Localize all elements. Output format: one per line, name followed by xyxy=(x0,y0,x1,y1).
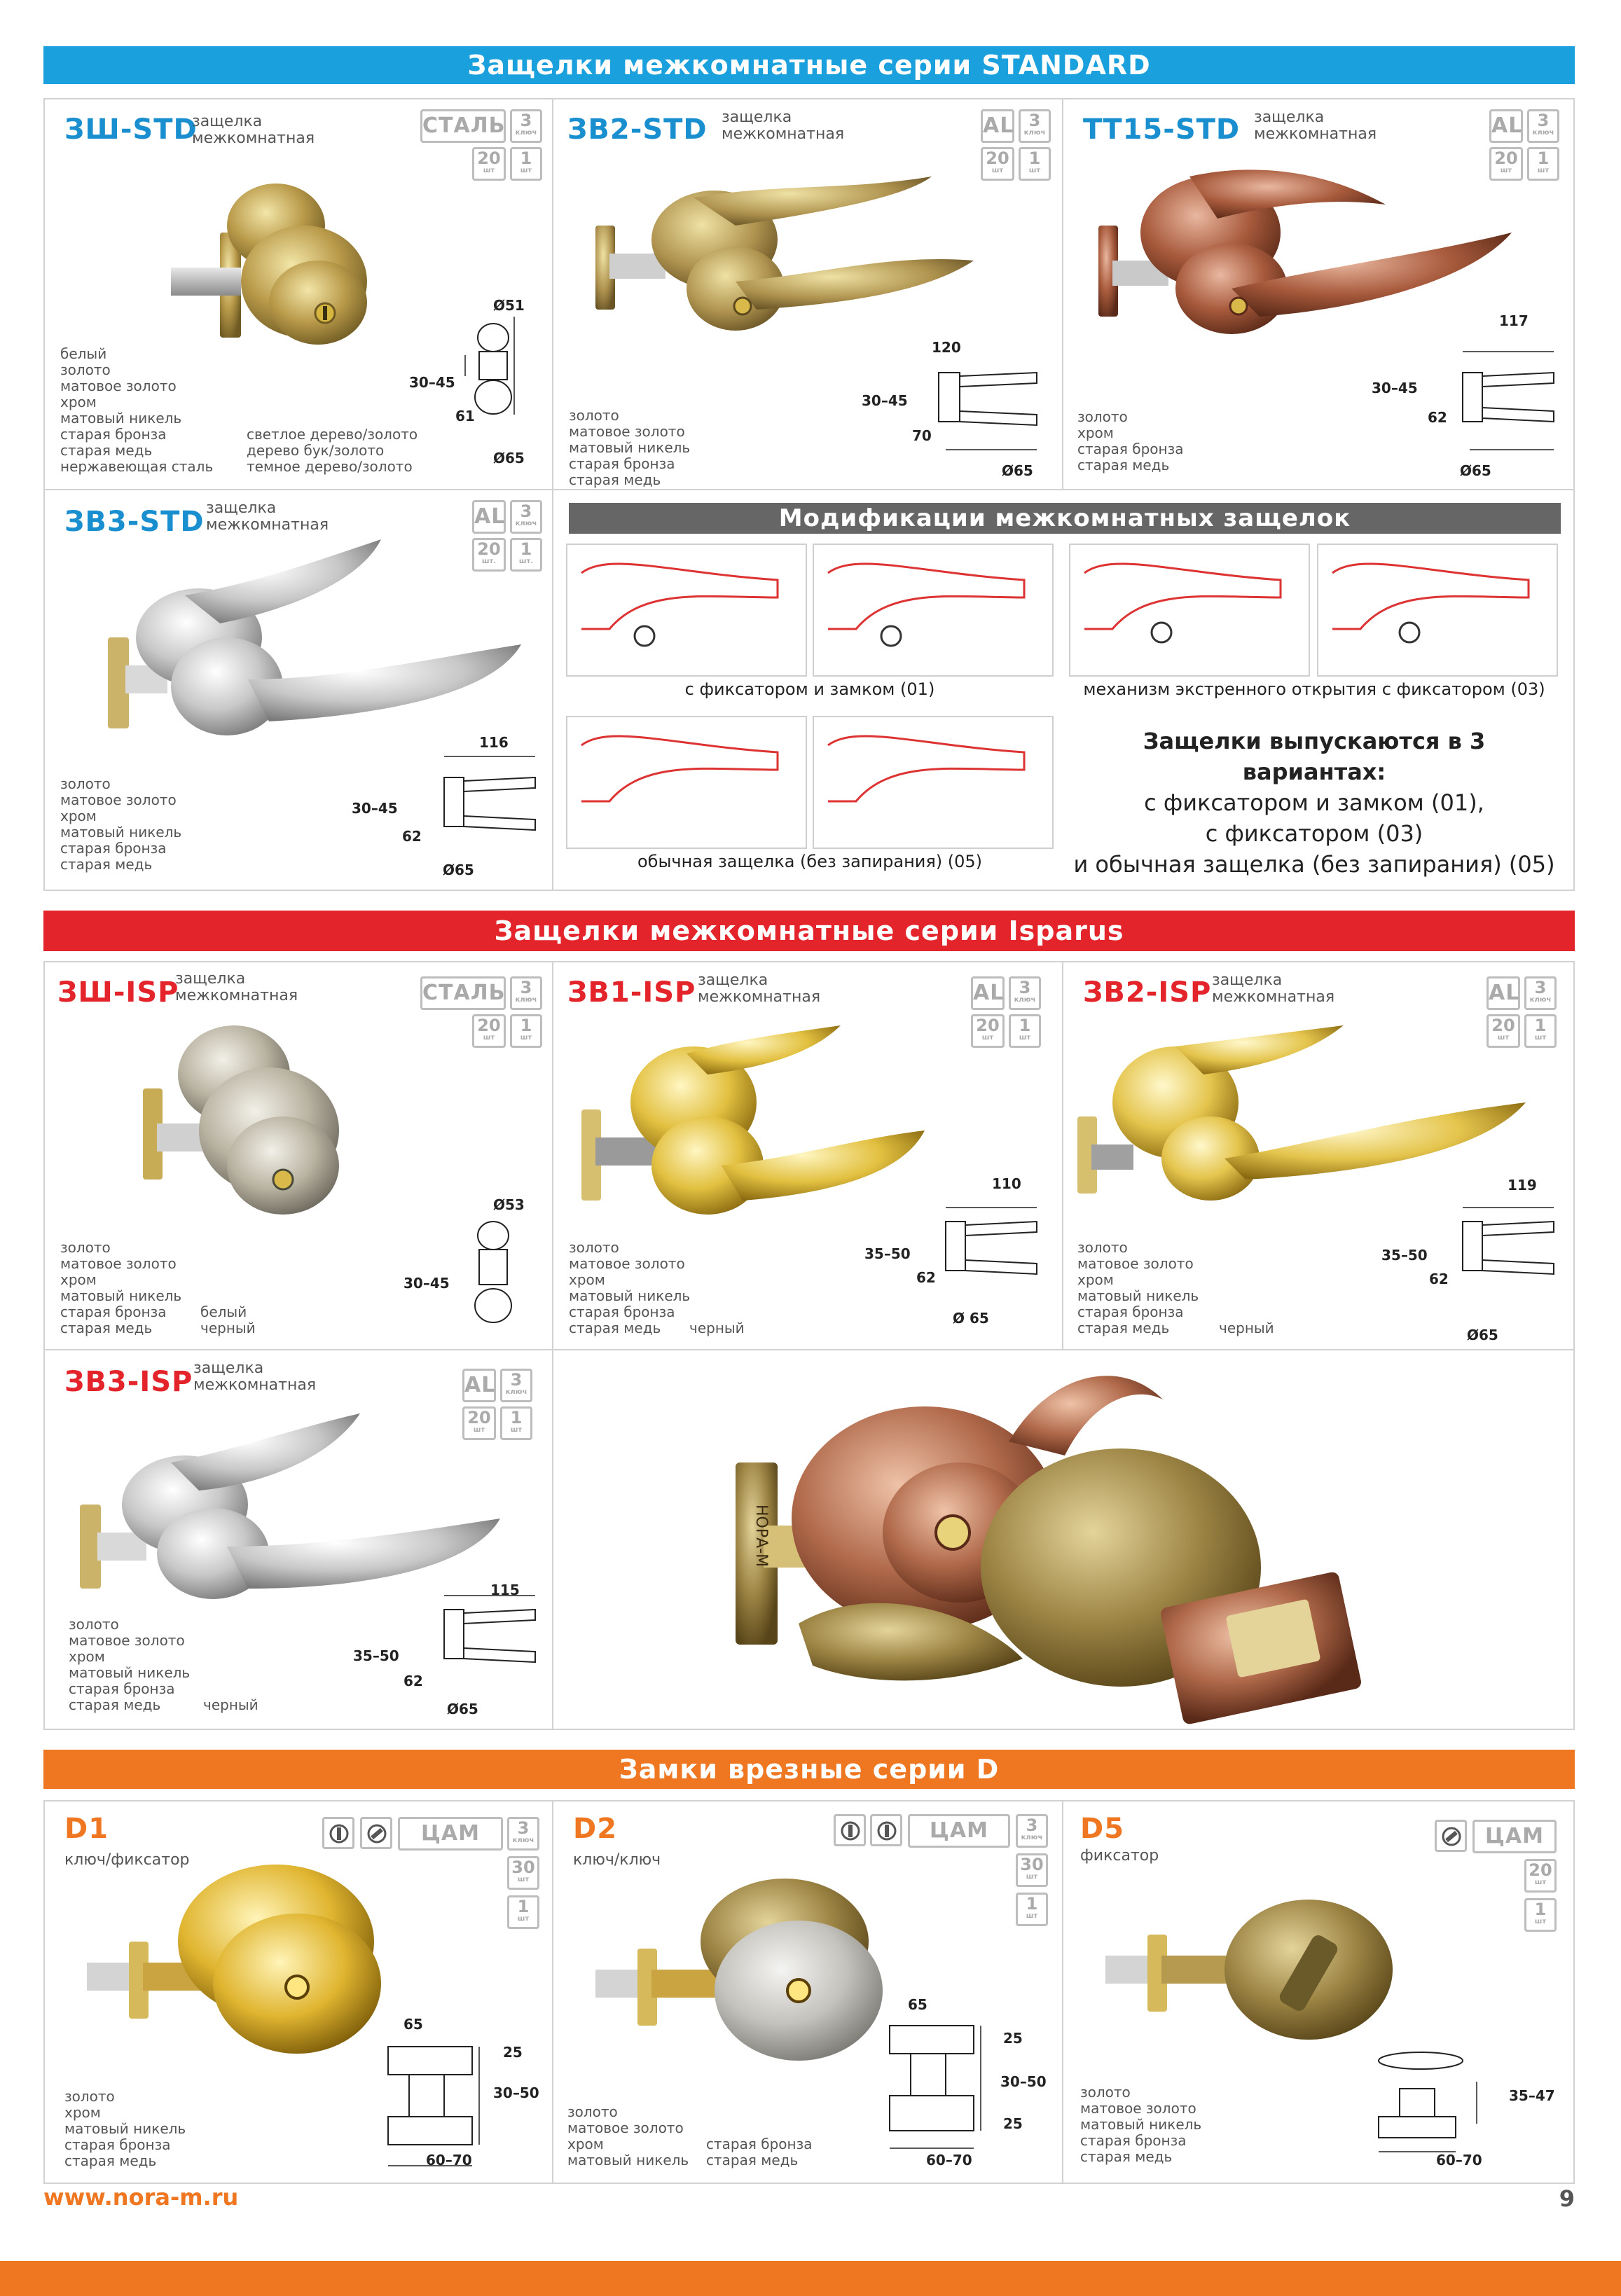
section-isparus-banner: Защелки межкомнатные серии Isparus xyxy=(43,911,1575,951)
pack-qty-badge: 1 шт xyxy=(1019,147,1051,181)
dim-thickness: 30–45 xyxy=(1372,380,1418,396)
mod-diagram-01-a xyxy=(566,544,807,677)
deadbolt-image xyxy=(87,1865,395,2068)
product-code: D2 xyxy=(573,1813,618,1845)
pack-qty-badge: 1 шт xyxy=(507,1895,539,1929)
page-number: 9 xyxy=(1559,2185,1575,2212)
box-qty-badge: 20 шт xyxy=(1489,147,1523,181)
finish-list-extra: черный xyxy=(689,1320,745,1336)
key-lock-icon xyxy=(322,1817,354,1849)
pack-qty-badge: 1 шт xyxy=(1009,1014,1041,1048)
material-badge: AL xyxy=(462,1369,496,1402)
dimension-drawing xyxy=(925,352,1051,464)
dim-diameter: Ø65 xyxy=(1460,462,1491,479)
pack-qty-badge: 1 шт xyxy=(500,1406,532,1440)
keys-badge: 3 ключ xyxy=(507,1817,539,1851)
dim-height: 62 xyxy=(1428,409,1447,426)
mod-diagram-05-b xyxy=(813,716,1054,849)
product-panel-tt15-std[interactable] xyxy=(1062,98,1575,490)
dim-length: 120 xyxy=(932,339,961,356)
section-d-banner: Замки врезные серии D xyxy=(43,1750,1575,1789)
dim-bottom: 25 xyxy=(1003,2115,1023,2132)
dim-diameter-bottom: Ø65 xyxy=(493,450,525,466)
product-panel-d2[interactable] xyxy=(552,1800,1063,2184)
product-panel-zv1-isp[interactable] xyxy=(552,961,1063,1350)
material-badge: AL xyxy=(1489,109,1523,143)
dim-diameter-top: Ø53 xyxy=(493,1196,525,1213)
material-badge: ЦАМ xyxy=(1472,1820,1557,1853)
finish-list: золото матовое золото хром матовый никель старая бронза старая медь xyxy=(69,1616,191,1713)
material-badge: ЦАМ xyxy=(398,1817,503,1851)
finish-list-extra: черный xyxy=(203,1696,258,1713)
dim-diameter: Ø65 xyxy=(443,862,474,878)
pack-qty-badge: 1 шт xyxy=(510,1014,542,1048)
finish-list: золото матовое золото матовый никель старая бронза старая медь xyxy=(1080,2084,1202,2165)
product-panel-zsh-isp[interactable] xyxy=(43,961,553,1350)
thumbturn-icon xyxy=(360,1817,392,1849)
keys-badge: 3 ключ xyxy=(500,1369,532,1402)
keys-badge: 3 ключ xyxy=(510,109,542,143)
product-panel-zv3-std[interactable] xyxy=(43,489,553,891)
product-panel-zv3-isp[interactable] xyxy=(43,1349,553,1730)
product-code: ЗШ-ISP xyxy=(57,976,179,1009)
finish-list: золото хром матовый никель старая бронза старая медь xyxy=(64,2088,186,2169)
lever-lock-image xyxy=(581,1025,932,1236)
dim-diameter-top: Ø51 xyxy=(493,297,525,314)
mod-diagram-03-a xyxy=(1069,544,1310,677)
dimension-drawing xyxy=(1372,2047,1512,2159)
box-qty-badge: 20 шт xyxy=(1487,1014,1520,1048)
dim-width: 65 xyxy=(908,1996,927,2013)
knob-lock-image xyxy=(143,1018,423,1229)
product-subtitle: ключ/фиксатор xyxy=(64,1851,190,1869)
dim-length: 117 xyxy=(1499,312,1529,329)
dim-backset: 60–70 xyxy=(426,2152,472,2169)
dimension-drawing xyxy=(437,749,549,869)
dim-height: 62 xyxy=(916,1269,936,1286)
dimension-drawing xyxy=(1456,1194,1568,1334)
bottom-color-bar xyxy=(0,2261,1621,2296)
dim-width: 65 xyxy=(403,2016,423,2033)
dim-diameter: Ø65 xyxy=(1002,462,1033,479)
product-subtitle: защелка межкомнатная xyxy=(175,970,298,1004)
dim-height: 61 xyxy=(455,408,475,424)
product-panel-d1[interactable] xyxy=(43,1800,553,2184)
product-code: ЗВ2-ISP xyxy=(1083,976,1212,1009)
product-panel-zsh-std[interactable] xyxy=(43,98,553,490)
keys-badge: 3 ключ xyxy=(1527,109,1559,143)
mod-caption-03: механизм экстренного открытия с фиксатором (03) xyxy=(1083,679,1545,699)
dim-thickness: 35–50 xyxy=(1381,1247,1428,1264)
product-code: D1 xyxy=(64,1813,109,1845)
deadbolt-image xyxy=(595,1879,904,2082)
box-qty-badge: 20 шт xyxy=(472,147,506,181)
lever-lock-image xyxy=(80,1413,514,1610)
website-link[interactable]: www.nora-m.ru xyxy=(43,2184,239,2211)
dim-diameter: Ø 65 xyxy=(953,1310,989,1327)
dim-height: 62 xyxy=(1429,1271,1449,1287)
product-subtitle: защелка межкомнатная xyxy=(193,1360,317,1394)
finish-list: золото матовое золото хром матовый никель старая бронза старая медь xyxy=(60,1239,182,1336)
product-subtitle: ключ/ключ xyxy=(573,1851,661,1869)
box-qty-badge: 20 шт xyxy=(1524,1859,1557,1893)
variants-text: Защелки выпускаются в 3 вариантах: с фиксатором и замком (01), с фиксатором (03) и обычная защелка (без запирания) (05) xyxy=(1073,728,1555,878)
mod-caption-01: с фиксатором и замком (01) xyxy=(684,679,935,699)
product-subtitle: фиксатор xyxy=(1080,1847,1159,1865)
dim-diameter: Ø65 xyxy=(1467,1327,1498,1343)
mod-caption-05: обычная защелка (без запирания) (05) xyxy=(637,852,983,871)
product-photo-panel xyxy=(552,1349,1575,1730)
keys-badge: 3 ключ xyxy=(1009,976,1041,1010)
dimension-drawing xyxy=(883,2012,1009,2159)
dimension-drawing xyxy=(1456,331,1568,464)
product-subtitle: защелка межкомнатная xyxy=(1254,109,1377,143)
material-badge: ЦАМ xyxy=(908,1814,1010,1848)
product-subtitle: защелка межкомнатная xyxy=(206,499,329,534)
pack-qty-badge: 1 шт. xyxy=(510,538,542,572)
modifications-title: Модификации межкомнатных защелок xyxy=(569,503,1561,534)
dim-thickness: 35–50 xyxy=(864,1245,911,1262)
finish-list-extra: черный xyxy=(1219,1320,1274,1336)
keys-badge: 3 ключ xyxy=(510,976,542,1010)
product-code: ЗВ3-STD xyxy=(64,506,205,538)
keys-badge: 3 ключ xyxy=(510,500,542,534)
keys-badge: 3 ключ xyxy=(1016,1814,1048,1848)
lever-lock-image xyxy=(595,170,988,366)
finish-list: золото матовое золото хром матовый никель xyxy=(567,2103,689,2169)
pack-qty-badge: 1 шт xyxy=(510,147,542,181)
dim-backset: 60–70 xyxy=(926,2152,972,2169)
product-code: ТТ15-STD xyxy=(1083,113,1241,146)
material-badge: AL xyxy=(981,109,1014,143)
product-code: ЗВ2-STD xyxy=(567,113,708,146)
dim-thickness: 30–45 xyxy=(409,374,455,391)
mod-diagram-01-b xyxy=(813,544,1054,677)
photo-brand-text: НОРА-М xyxy=(752,1505,770,1568)
keys-badge: 3 ключ xyxy=(1524,976,1557,1010)
product-code: ЗВ1-ISP xyxy=(567,976,696,1009)
product-subtitle: защелка межкомнатная xyxy=(1212,971,1335,1006)
key-lock-icon-2 xyxy=(870,1814,902,1846)
dim-thickness: 30–45 xyxy=(403,1275,450,1292)
dim-length: 110 xyxy=(992,1175,1021,1192)
dimension-drawing xyxy=(932,1194,1051,1334)
material-badge: AL xyxy=(1487,976,1520,1010)
box-qty-badge: 20 шт xyxy=(472,1014,506,1048)
dim-thickness: 35–47 xyxy=(1509,2087,1555,2104)
dim-height: 62 xyxy=(402,828,422,845)
dim-length: 116 xyxy=(479,734,509,751)
box-qty-badge: 30 шт xyxy=(1016,1853,1048,1887)
dim-diameter: Ø65 xyxy=(447,1701,478,1717)
dim-backset: 60–70 xyxy=(1436,2152,1482,2169)
finish-list: белый золото матовое золото хром матовый никель старая бронза старая медь нержавеющая сталь xyxy=(60,345,214,475)
product-code: ЗШ-STD xyxy=(64,113,198,146)
dim-top: 25 xyxy=(1003,2030,1023,2047)
dim-thickness: 30–50 xyxy=(1000,2073,1047,2090)
material-badge: СТАЛЬ xyxy=(420,976,506,1010)
product-code: D5 xyxy=(1080,1813,1125,1845)
material-badge: AL xyxy=(472,500,506,534)
pack-qty-badge: 1 шт xyxy=(1524,1014,1557,1048)
dim-height: 62 xyxy=(403,1673,423,1689)
product-subtitle: защелка межкомнатная xyxy=(722,109,845,143)
box-qty-badge: 20 шт. xyxy=(472,538,506,572)
knob-lock-image xyxy=(164,162,402,373)
pack-qty-badge: 1 шт xyxy=(1524,1898,1557,1932)
lever-lock-image xyxy=(1077,1025,1554,1222)
product-code: ЗВ3-ISP xyxy=(64,1366,193,1398)
finish-list: золото матовое золото хром матовый никель старая бронза старая медь xyxy=(569,1239,691,1336)
pack-qty-badge: 1 шт xyxy=(1527,147,1559,181)
pack-qty-badge: 1 шт xyxy=(1016,1893,1048,1926)
modifications-panel xyxy=(552,489,1575,891)
finish-list: золото хром старая бронза старая медь xyxy=(1077,408,1184,473)
dim-top: 25 xyxy=(503,2044,523,2061)
dim-thickness: 30–50 xyxy=(493,2084,539,2101)
dim-thickness: 30–45 xyxy=(862,392,908,409)
product-subtitle: защелка межкомнатная xyxy=(698,971,821,1006)
thumbturn-icon xyxy=(1435,1820,1467,1852)
dim-length: 115 xyxy=(490,1582,520,1598)
keys-badge: 3 ключ xyxy=(1019,109,1051,143)
box-qty-badge: 30 шт xyxy=(507,1856,539,1890)
key-lock-icon xyxy=(834,1814,866,1846)
section-standard-banner: Защелки межкомнатные серии STANDARD xyxy=(43,46,1575,84)
box-qty-badge: 20 шт xyxy=(462,1406,496,1440)
finish-list: золото матовое золото хром матовый никель старая бронза старая медь xyxy=(1077,1239,1199,1336)
finish-list: золото матовое золото матовый никель старая бронза старая медь xyxy=(569,407,691,488)
material-badge: AL xyxy=(971,976,1005,1010)
finish-list-extra: старая бронза старая медь xyxy=(706,2136,813,2169)
product-panel-zv2-isp[interactable] xyxy=(1062,961,1575,1350)
finish-list: золото матовое золото хром матовый никель старая бронза старая медь xyxy=(60,775,182,873)
product-collage-photo xyxy=(658,1357,1499,1722)
dim-height: 70 xyxy=(912,427,932,444)
dim-thickness: 30–45 xyxy=(352,800,398,817)
box-qty-badge: 20 шт xyxy=(981,147,1014,181)
box-qty-badge: 20 шт xyxy=(971,1014,1005,1048)
mod-diagram-03-b xyxy=(1317,544,1558,677)
dim-thickness: 35–50 xyxy=(353,1647,399,1664)
dimension-drawing xyxy=(465,1215,542,1348)
mod-diagram-05-a xyxy=(566,716,807,849)
product-panel-d5[interactable] xyxy=(1062,1800,1575,2184)
lever-lock-image xyxy=(108,539,528,749)
finish-list-extra: белый черный xyxy=(200,1303,256,1336)
product-panel-zv2-std[interactable] xyxy=(552,98,1063,490)
finish-list-wood: светлое дерево/золото дерево бук/золото темное дерево/золото xyxy=(247,426,418,475)
dim-length: 119 xyxy=(1508,1177,1537,1194)
deadbolt-image xyxy=(1105,1886,1400,2054)
product-subtitle: защелка межкомнатная xyxy=(192,113,315,147)
material-badge: СТАЛЬ xyxy=(420,109,506,143)
